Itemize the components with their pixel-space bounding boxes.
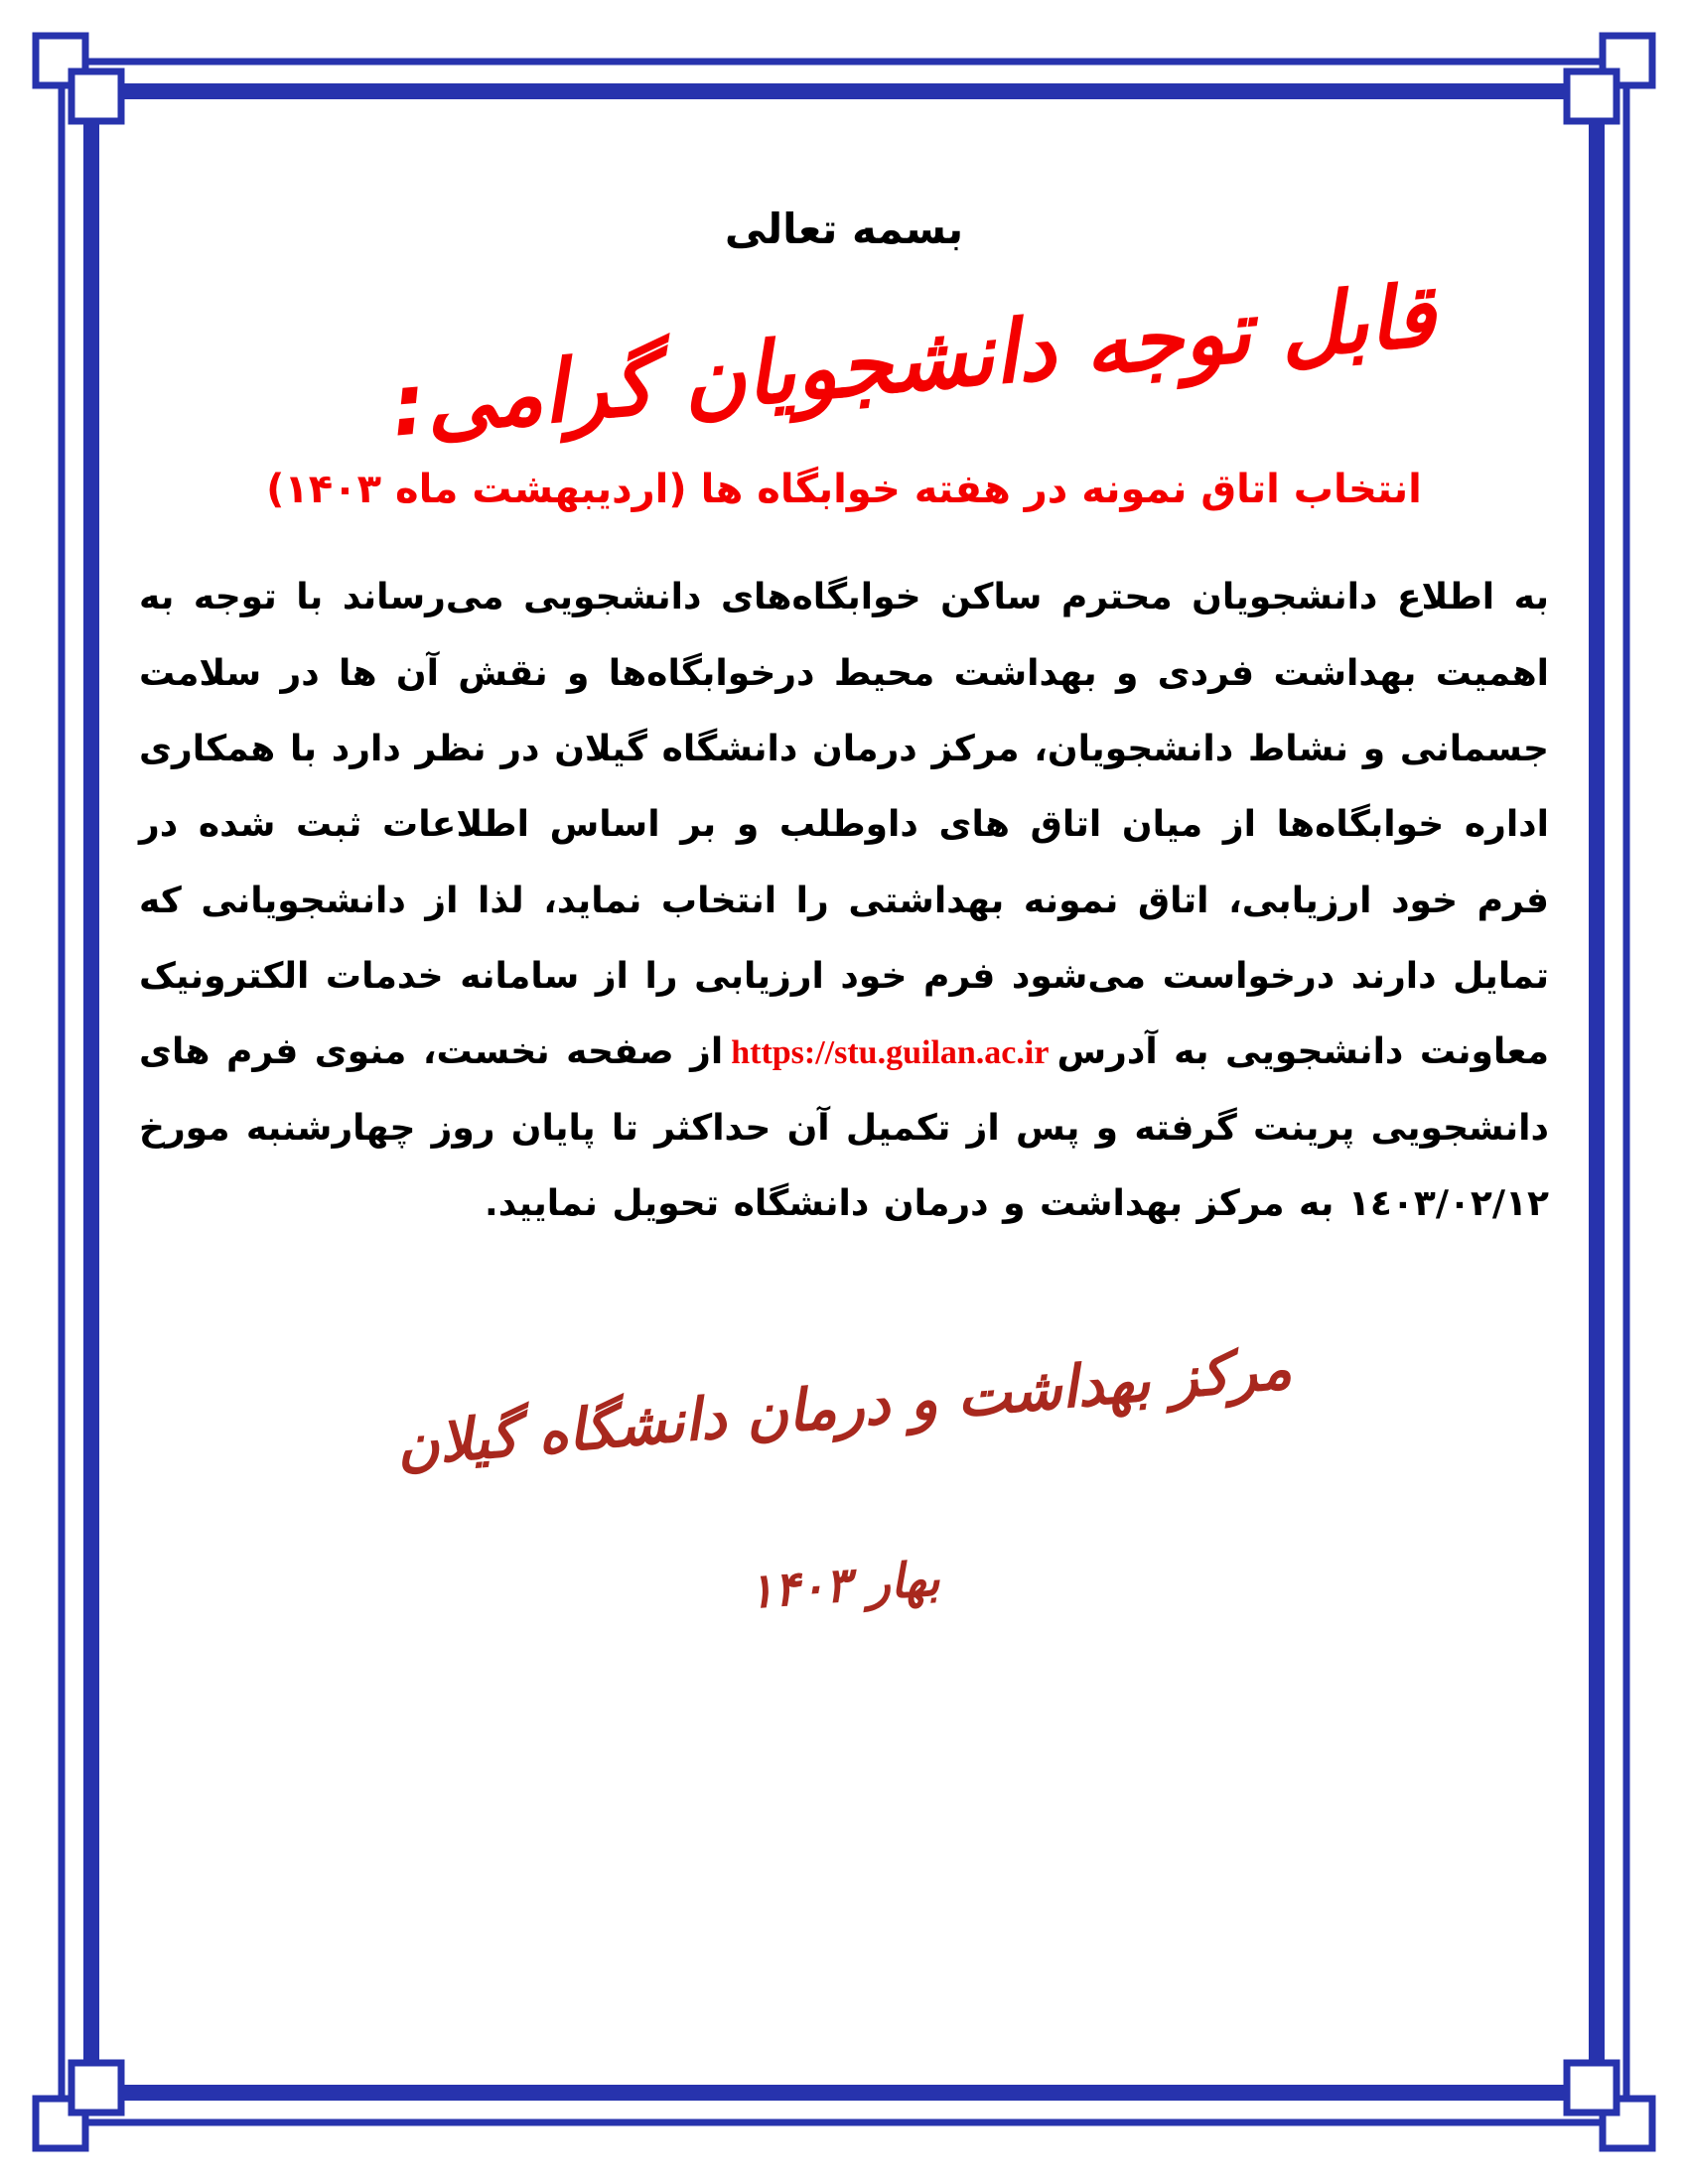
signature-calligraphy: مرکز بهداشت و درمان دانشگاه گیلان	[393, 1333, 1295, 1480]
body-text-before-link: به اطلاع دانشجویان محترم ساکن خوابگاه‌های دانشجویی می‌رساند با توجه به اهمیت بهداشت فردی و بهداشت محیط درخوابگاه‌ها و نقش آن ها در سلامت جسمانی و نشاط دانشجویان، مرکز درمان دانشگاه گیلان در نظر دارد با همکاری اداره خوابگاه‌ها از میان اتاق های داوطلب و بر اساس اطلاعات ثبت شده در فرم خود ارزیابی، اتاق نمونه بهداشتی را انتخاب نماید، لذا از دانشجویانی که تمایل دارند درخواست می‌شود فرم خود ارزیابی را از سامانه خدمات الکترونیک معاونت دانشجویی به آدرس	[139, 577, 1549, 1073]
calligraphic-salutation: قابل توجه دانشجویان گرامی:	[387, 266, 1440, 457]
corner-knot-icon	[1603, 2099, 1652, 2148]
corner-knot-icon	[1567, 71, 1617, 121]
corner-knot-icon	[71, 71, 121, 121]
body-text-after-link: از صفحه نخست، منوی فرم های دانشجویی پرینت گرفته و پس از تکمیل آن حداکثر تا پایان روز چهارشنبه مورخ ١٤٠٣/٠٢/١٢ به مرکز بهداشت و درمان دانشگاه تحویل نمایید.	[139, 1031, 1549, 1224]
corner-knot-icon	[36, 36, 85, 85]
corner-knot-icon	[71, 2063, 121, 2113]
letter-content	[139, 103, 1549, 2081]
issue-date: بهار ۱۴۰۳	[746, 1551, 942, 1620]
notice-title: انتخاب اتاق نمونه در هفته خوابگاه ها (اردیبهشت ماه ۱۴۰۳)	[266, 467, 1422, 513]
bismillah-heading: بسمه تعالی	[724, 205, 964, 253]
corner-knot-icon	[1567, 2063, 1617, 2113]
portal-link[interactable]: https://stu.guilan.ac.ir	[731, 1034, 1050, 1072]
corner-knot-icon	[1603, 36, 1652, 85]
notice-body	[139, 560, 1549, 1242]
corner-knot-icon	[36, 2099, 85, 2148]
